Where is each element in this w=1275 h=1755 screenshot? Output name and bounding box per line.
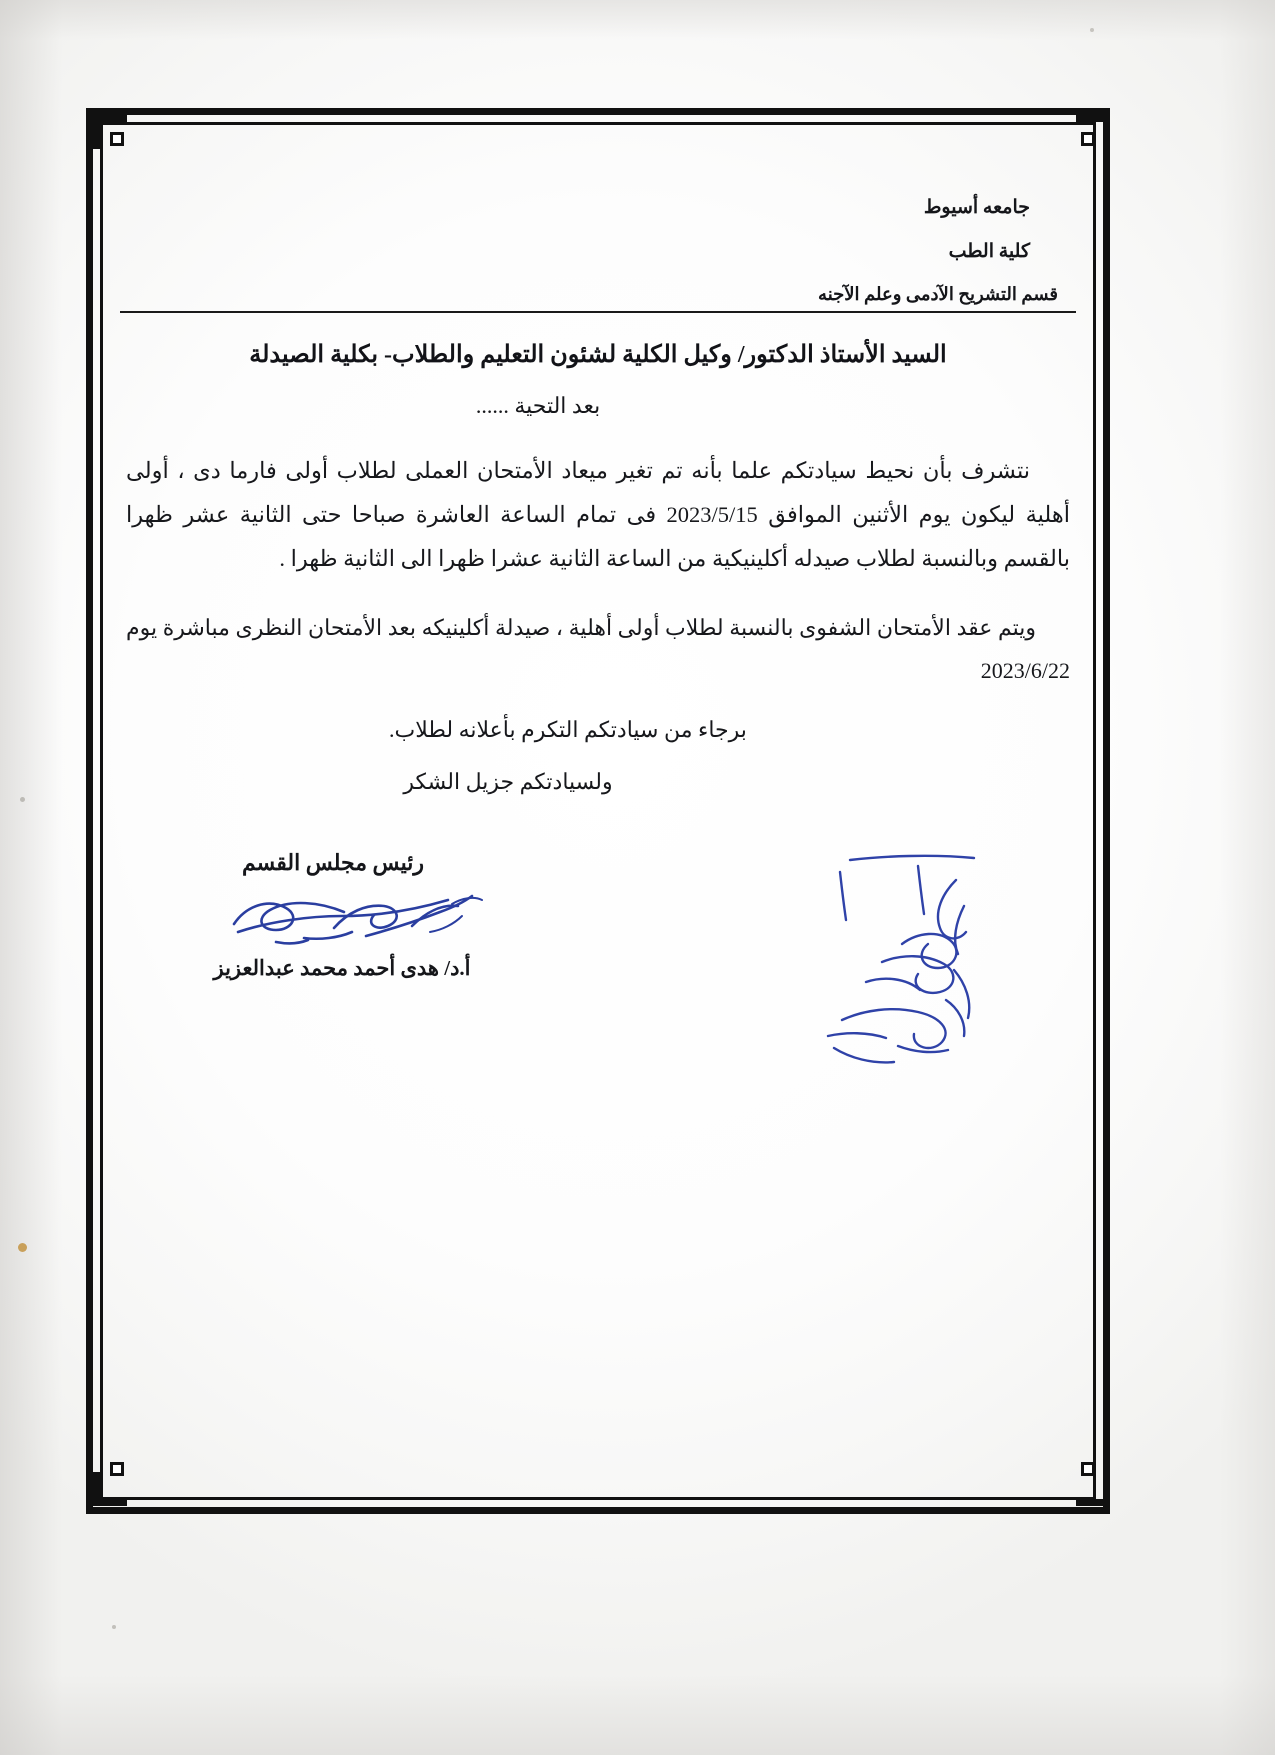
handwritten-approval-note	[806, 850, 1036, 1130]
addressee-line: السيد الأستاذ الدكتور/ وكيل الكلية لشئون التعليم والطلاب- بكلية الصيدلة	[249, 342, 947, 368]
border-corner-notch-top-right	[1081, 132, 1095, 146]
scan-edge-shadow-top	[0, 0, 1275, 40]
letterhead-divider	[120, 311, 1076, 313]
border-corner-ornament-bottom-left	[93, 1472, 127, 1506]
letterhead-university: جامعه أسيوط	[923, 197, 1030, 218]
signature-block	[186, 850, 516, 981]
letterhead-department: قسم التشريح الآدمى وعلم الآجنه	[818, 284, 1058, 304]
signature-title: رئيس مجلس القسم	[242, 850, 424, 875]
letter-content	[120, 150, 1076, 1472]
body-paragraph-1: نتشرف بأن نحيط سيادتكم علما بأنه تم تغير ميعاد الأمتحان العملى لطلاب أولى فارما دى ، أولى أهلية ليكون يوم الأثنين الموافق 2023/5/15 فى تمام الساعة العاشرة صباحا حتى الثانية عشر ظهرا بالقسم وبالنسبة لطلاب صيدله أكلينيكية من الساعة الثانية عشرا ظهرا الى الثانية ظهرا .	[126, 458, 1070, 572]
thanks-line: ولسيادتكم جزيل الشكر	[403, 768, 613, 794]
greeting-line: بعد التحية ......	[475, 393, 601, 419]
scan-speck	[20, 797, 25, 802]
letterhead-faculty: كلية الطب	[948, 241, 1030, 262]
scan-speck	[1090, 28, 1094, 32]
border-corner-notch-top-left	[110, 132, 124, 146]
scan-edge-shadow-right	[1220, 0, 1275, 1755]
scan-speck	[112, 1625, 116, 1629]
signatory-name: أ.د/ هدى أحمد محمد عبدالعزيز	[213, 956, 471, 980]
border-corner-ornament-bottom-right	[1076, 1472, 1110, 1506]
signature-ink-icon	[216, 882, 516, 952]
handwritten-signature	[186, 882, 516, 952]
approval-ink-icon	[806, 850, 1036, 1130]
letterhead	[120, 198, 1076, 303]
body-paragraph-2: ويتم عقد الأمتحان الشفوى بالنسبة لطلاب أولى أهلية ، صيدلة أكلينيكه بعد الأمتحان النظرى مباشرة يوم 2023/6/22	[126, 615, 1070, 683]
scan-edge-shadow-bottom	[0, 1675, 1275, 1755]
request-line: برجاء من سيادتكم التكرم بأعلانه لطلاب.	[389, 716, 747, 742]
scan-speck	[18, 1243, 27, 1252]
border-corner-notch-bottom-right	[1081, 1462, 1095, 1476]
scan-edge-shadow-left	[0, 0, 62, 1755]
